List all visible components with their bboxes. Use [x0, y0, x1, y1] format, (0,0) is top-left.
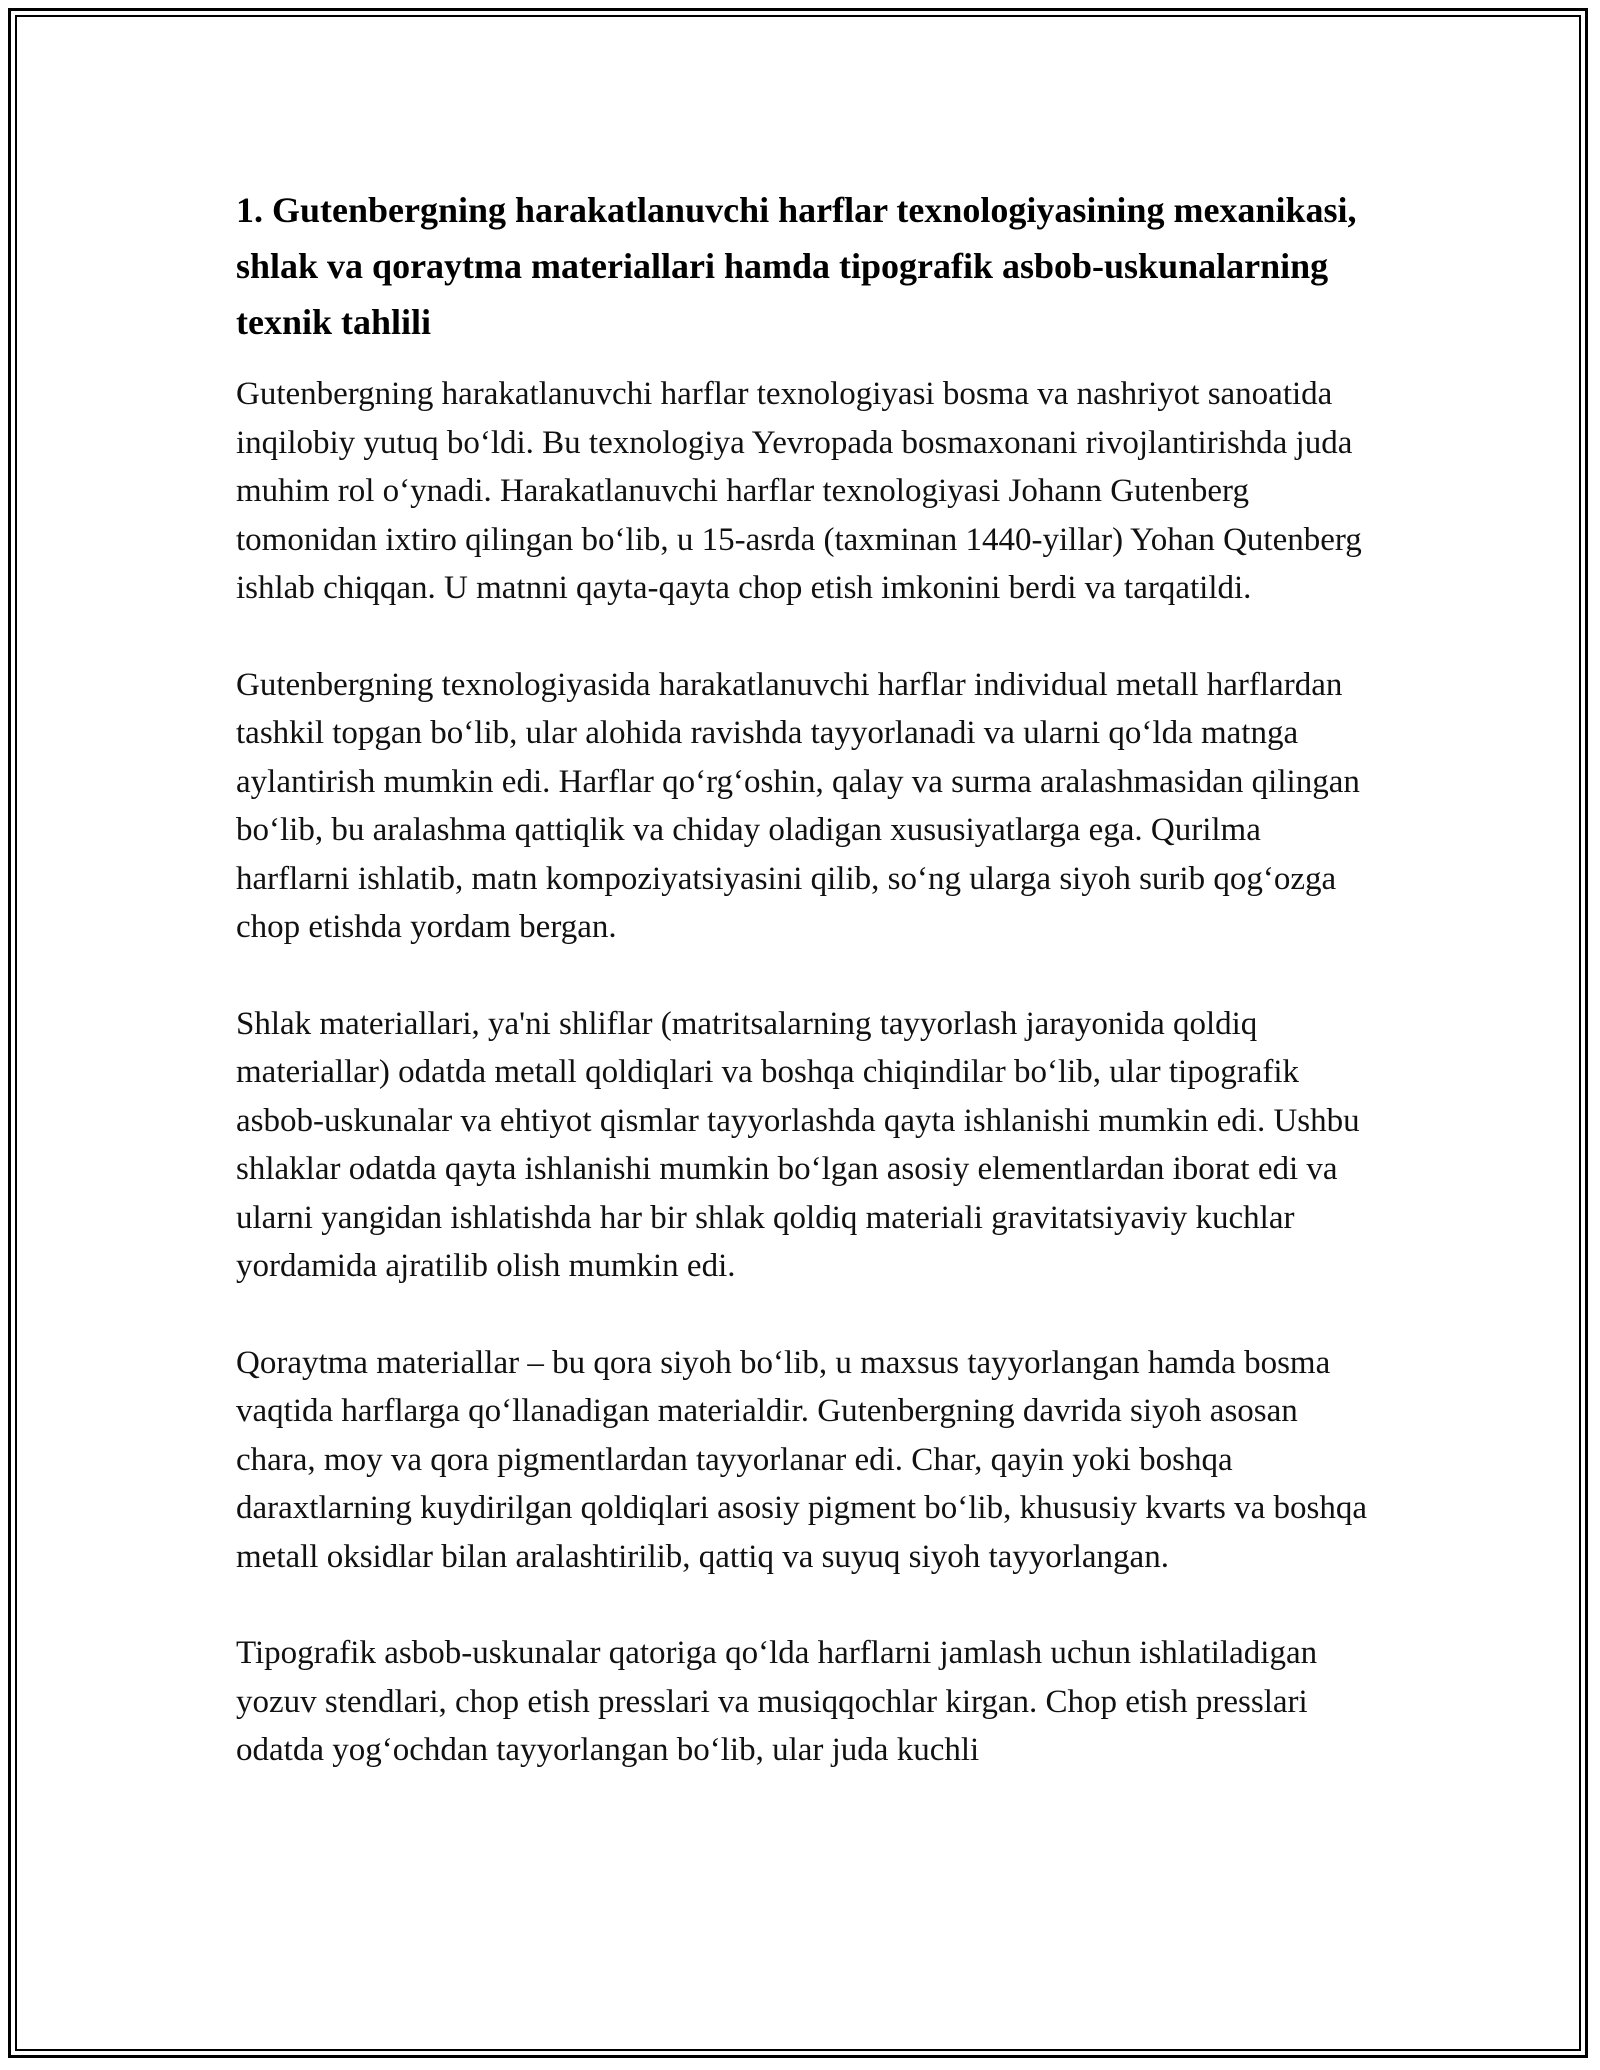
paragraph-3: Shlak materiallari, ya'ni shliflar (matritsalarning tayyorlash jarayonida qoldiq materiallar) odatda metall qoldiqlari va boshqa chiqindilar bo‘lib, ular tipografik asbob-uskunalar va ehtiyot qismlar tayyorlashda qayta ishlanishi mumkin edi. Ushbu shlaklar odatda qayta ishlanishi mumkin bo‘lgan asosiy elementlardan iborat edi va ularni yangidan ishlatishda har bir shlak qoldiq materiali gravitatsiyaviy kuchlar yordamida ajratilib olish mumkin edi.: [236, 1005, 1360, 1284]
document-body: [236, 182, 1371, 1775]
paragraph-1: Gutenbergning harakatlanuvchi harflar texnologiyasi bosma va nashriyot sanoatida inqilobiy yutuq bo‘ldi. Bu texnologiya Yevropada bosmaxonani rivojlantirishda juda muhim rol o‘ynadi. Harakatlanuvchi harflar texnologiyasi Johann Gutenberg tomonidan ixtiro qilingan bo‘lib, u 15-asrda (taxminan 1440-yillar) Yohan Qutenberg ishlab chiqqan. U matnni qayta-qayta chop etish imkonini berdi va tarqatildi.: [236, 376, 1362, 606]
paragraph-2: Gutenbergning texnologiyasida harakatlanuvchi harflar individual metall harflardan tashkil topgan bo‘lib, ular alohida ravishda tayyorlanadi va ularni qo‘lda matnga aylantirish mumkin edi. Harflar qo‘rg‘oshin, qalay va surma aralashmasidan qilingan bo‘lib, bu aralashma qattiqlik va chiday oladigan xususiyatlarga ega. Qurilma harflarni ishlatib, matn kompoziyatsiyasini qilib, so‘ng ularga siyoh surib qog‘ozga chop etishda yordam bergan.: [236, 666, 1360, 945]
paragraph-4: Qoraytma materiallar – bu qora siyoh bo‘lib, u maxsus tayyorlangan hamda bosma vaqtida harflarga qo‘llanadigan materialdir. Gutenbergning davrida siyoh asosan chara, moy va qora pigmentlardan tayyorlanar edi. Char, qayin yoki boshqa daraxtlarning kuydirilgan qoldiqlari asosiy pigment bo‘lib, khususiy kvarts va boshqa metall oksidlar bilan aralashtirilib, qattiq va suyuq siyoh tayyorlangan.: [236, 1344, 1367, 1575]
paragraph-5: Tipografik asbob-uskunalar qatoriga qo‘lda harflarni jamlash uchun ishlatiladigan yozuv stendlari, chop etish presslari va musiqqochlar kirgan. Chop etish presslari odatda yog‘ochdan tayyorlangan bo‘lib, ular juda kuchli: [236, 1635, 1318, 1768]
section-heading: 1. Gutenbergning harakatlanuvchi harflar texnologiyasining mexanikasi, shlak va qoraytma materiallari hamda tipografik asbob-uskunalarning texnik tahlili: [236, 190, 1357, 342]
